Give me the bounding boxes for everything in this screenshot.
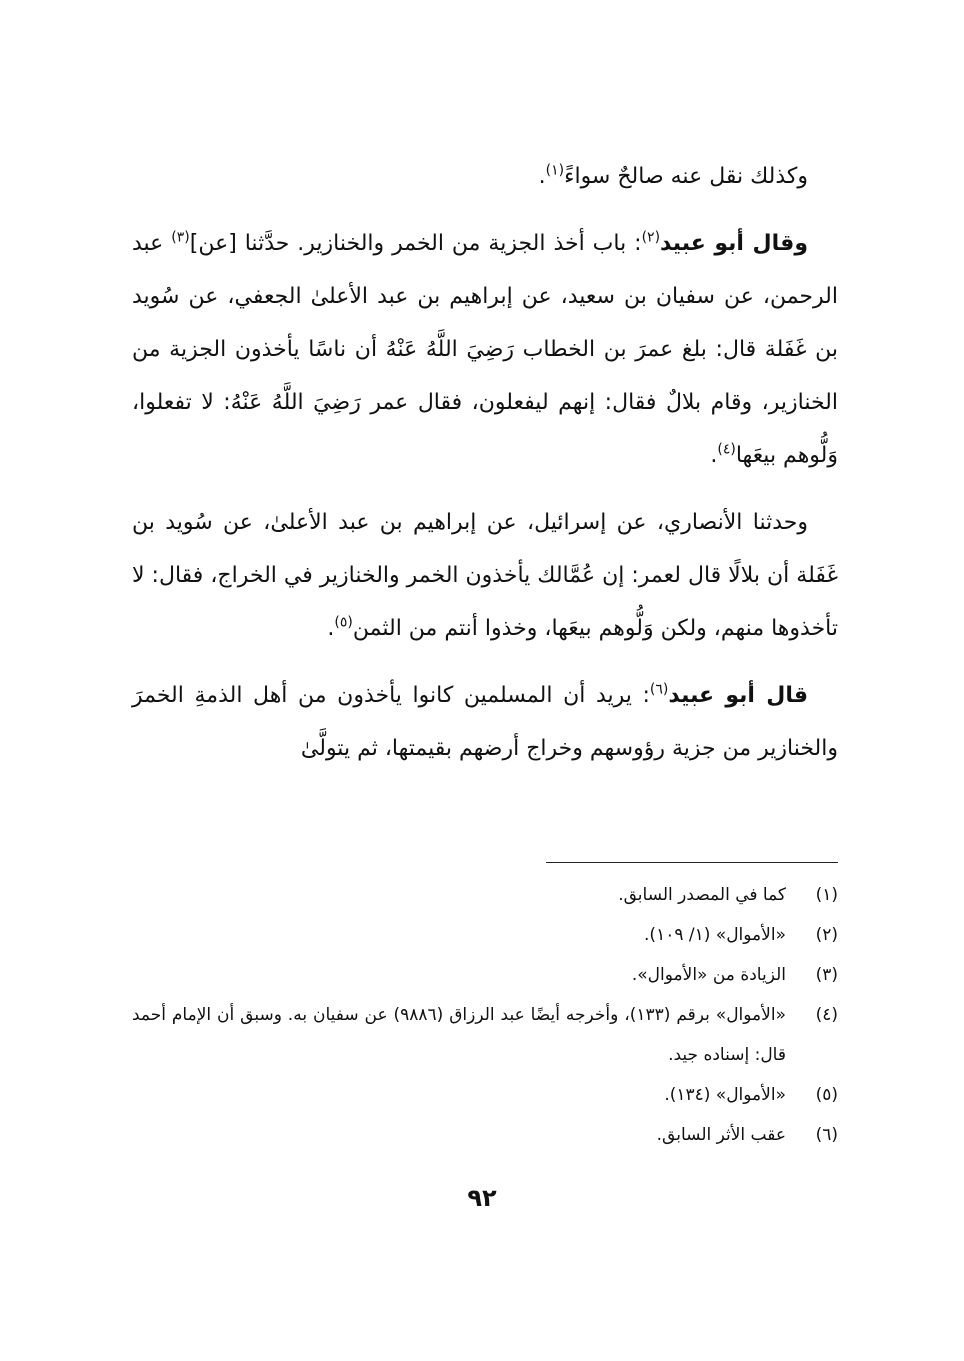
- footnote-number: (١): [815, 885, 838, 905]
- footnote-marker[interactable]: (٥): [334, 614, 353, 631]
- footnote-marker[interactable]: (٢): [641, 229, 661, 246]
- paragraph-4: [132, 669, 838, 775]
- paragraph-1: [132, 150, 838, 203]
- footnote-marker[interactable]: (٤): [717, 441, 736, 458]
- footnote-text: كما في المصدر السابق.: [618, 885, 786, 905]
- paragraph-lead: وقال أبو عبيد: [660, 231, 808, 256]
- footnote-separator: [546, 862, 838, 863]
- main-text: [132, 150, 838, 789]
- paragraph-tail: .: [538, 164, 546, 189]
- paragraph-text: وحدثنا الأنصاري، عن إسرائيل، عن إبراهيم بن عبد الأعلىٰ، عن سُويد بن غَفَلة أن بلالًا قال لعمر: إن عُمَّالك يأخذون الخمر والخنازير في الخراج، فقال: لا تأخذوها منهم، ولكن وَلُّوهم بيعَها، وخذوا أنتم من الثمن: [132, 510, 838, 641]
- paragraph-text: : يريد أن المسلمين كانوا يأخذون من أهل الذمةِ الخمرَ والخنازير من جزية رؤوسهم وخراج أرضهم بقيمتها، ثم يتولَّىٰ: [132, 683, 838, 761]
- footnote-text: «الأموال» (١٣٤).: [664, 1085, 786, 1105]
- paragraph-tail: .: [327, 616, 335, 641]
- footnote-1: [132, 875, 838, 915]
- footnote-text: الزيادة من «الأموال».: [631, 965, 786, 985]
- footnote-number: (٤): [815, 1005, 838, 1025]
- footnotes-section: [132, 875, 838, 1155]
- footnote-text: «الأموال» برقم (١٣٣)، وأخرجه أيضًا عبد الرزاق (٩٨٨٦) عن سفيان به. وسبق أن الإمام أحمد قال: إسناده جيد.: [132, 1005, 786, 1065]
- footnote-5: [132, 1075, 838, 1115]
- footnote-2: [132, 915, 838, 955]
- footnote-number: (٢): [815, 925, 838, 945]
- footnote-number: (٣): [815, 965, 838, 985]
- footnote-4: [132, 995, 838, 1075]
- footnote-3: [132, 955, 838, 995]
- footnote-text: «الأموال» (١/ ١٠٩).: [644, 925, 786, 945]
- paragraph-text-continued: عبد الرحمن، عن سفيان بن سعيد، عن إبراهيم بن عبد الأعلىٰ الجعفي، عن سُويد بن غَفَلة قال: بلغ عمرَ بن الخطاب رَضِيَ اللَّهُ عَنْهُ أن ناسًا يأخذون الجزية من الخنازير، وقام بلالٌ فقال: إنهم ليفعلون، فقال عمر رَضِيَ اللَّهُ عَنْهُ: لا تفعلوا، وَلُّوهم بيعَها: [132, 231, 838, 468]
- footnote-text: عقب الأثر السابق.: [656, 1125, 786, 1145]
- footnote-number: (٦): [815, 1125, 838, 1145]
- footnote-marker[interactable]: (٣): [171, 229, 190, 246]
- footnote-6: [132, 1115, 838, 1155]
- paragraph-2: [132, 217, 838, 482]
- footnote-marker[interactable]: (١): [545, 162, 565, 179]
- footnote-marker[interactable]: (٦): [649, 681, 669, 698]
- paragraph-lead: قال أبو عبيد: [668, 683, 808, 708]
- page-number: ٩٢: [467, 1184, 497, 1212]
- paragraph-3: [132, 496, 838, 655]
- footnote-number: (٥): [815, 1085, 838, 1105]
- paragraph-text: وكذلك نقل عنه صالحٌ سواءً: [564, 164, 808, 189]
- paragraph-tail: .: [710, 443, 718, 468]
- paragraph-text: : باب أخذ الجزية من الخمر والخنازير. حدَّثنا [عن]: [189, 231, 642, 256]
